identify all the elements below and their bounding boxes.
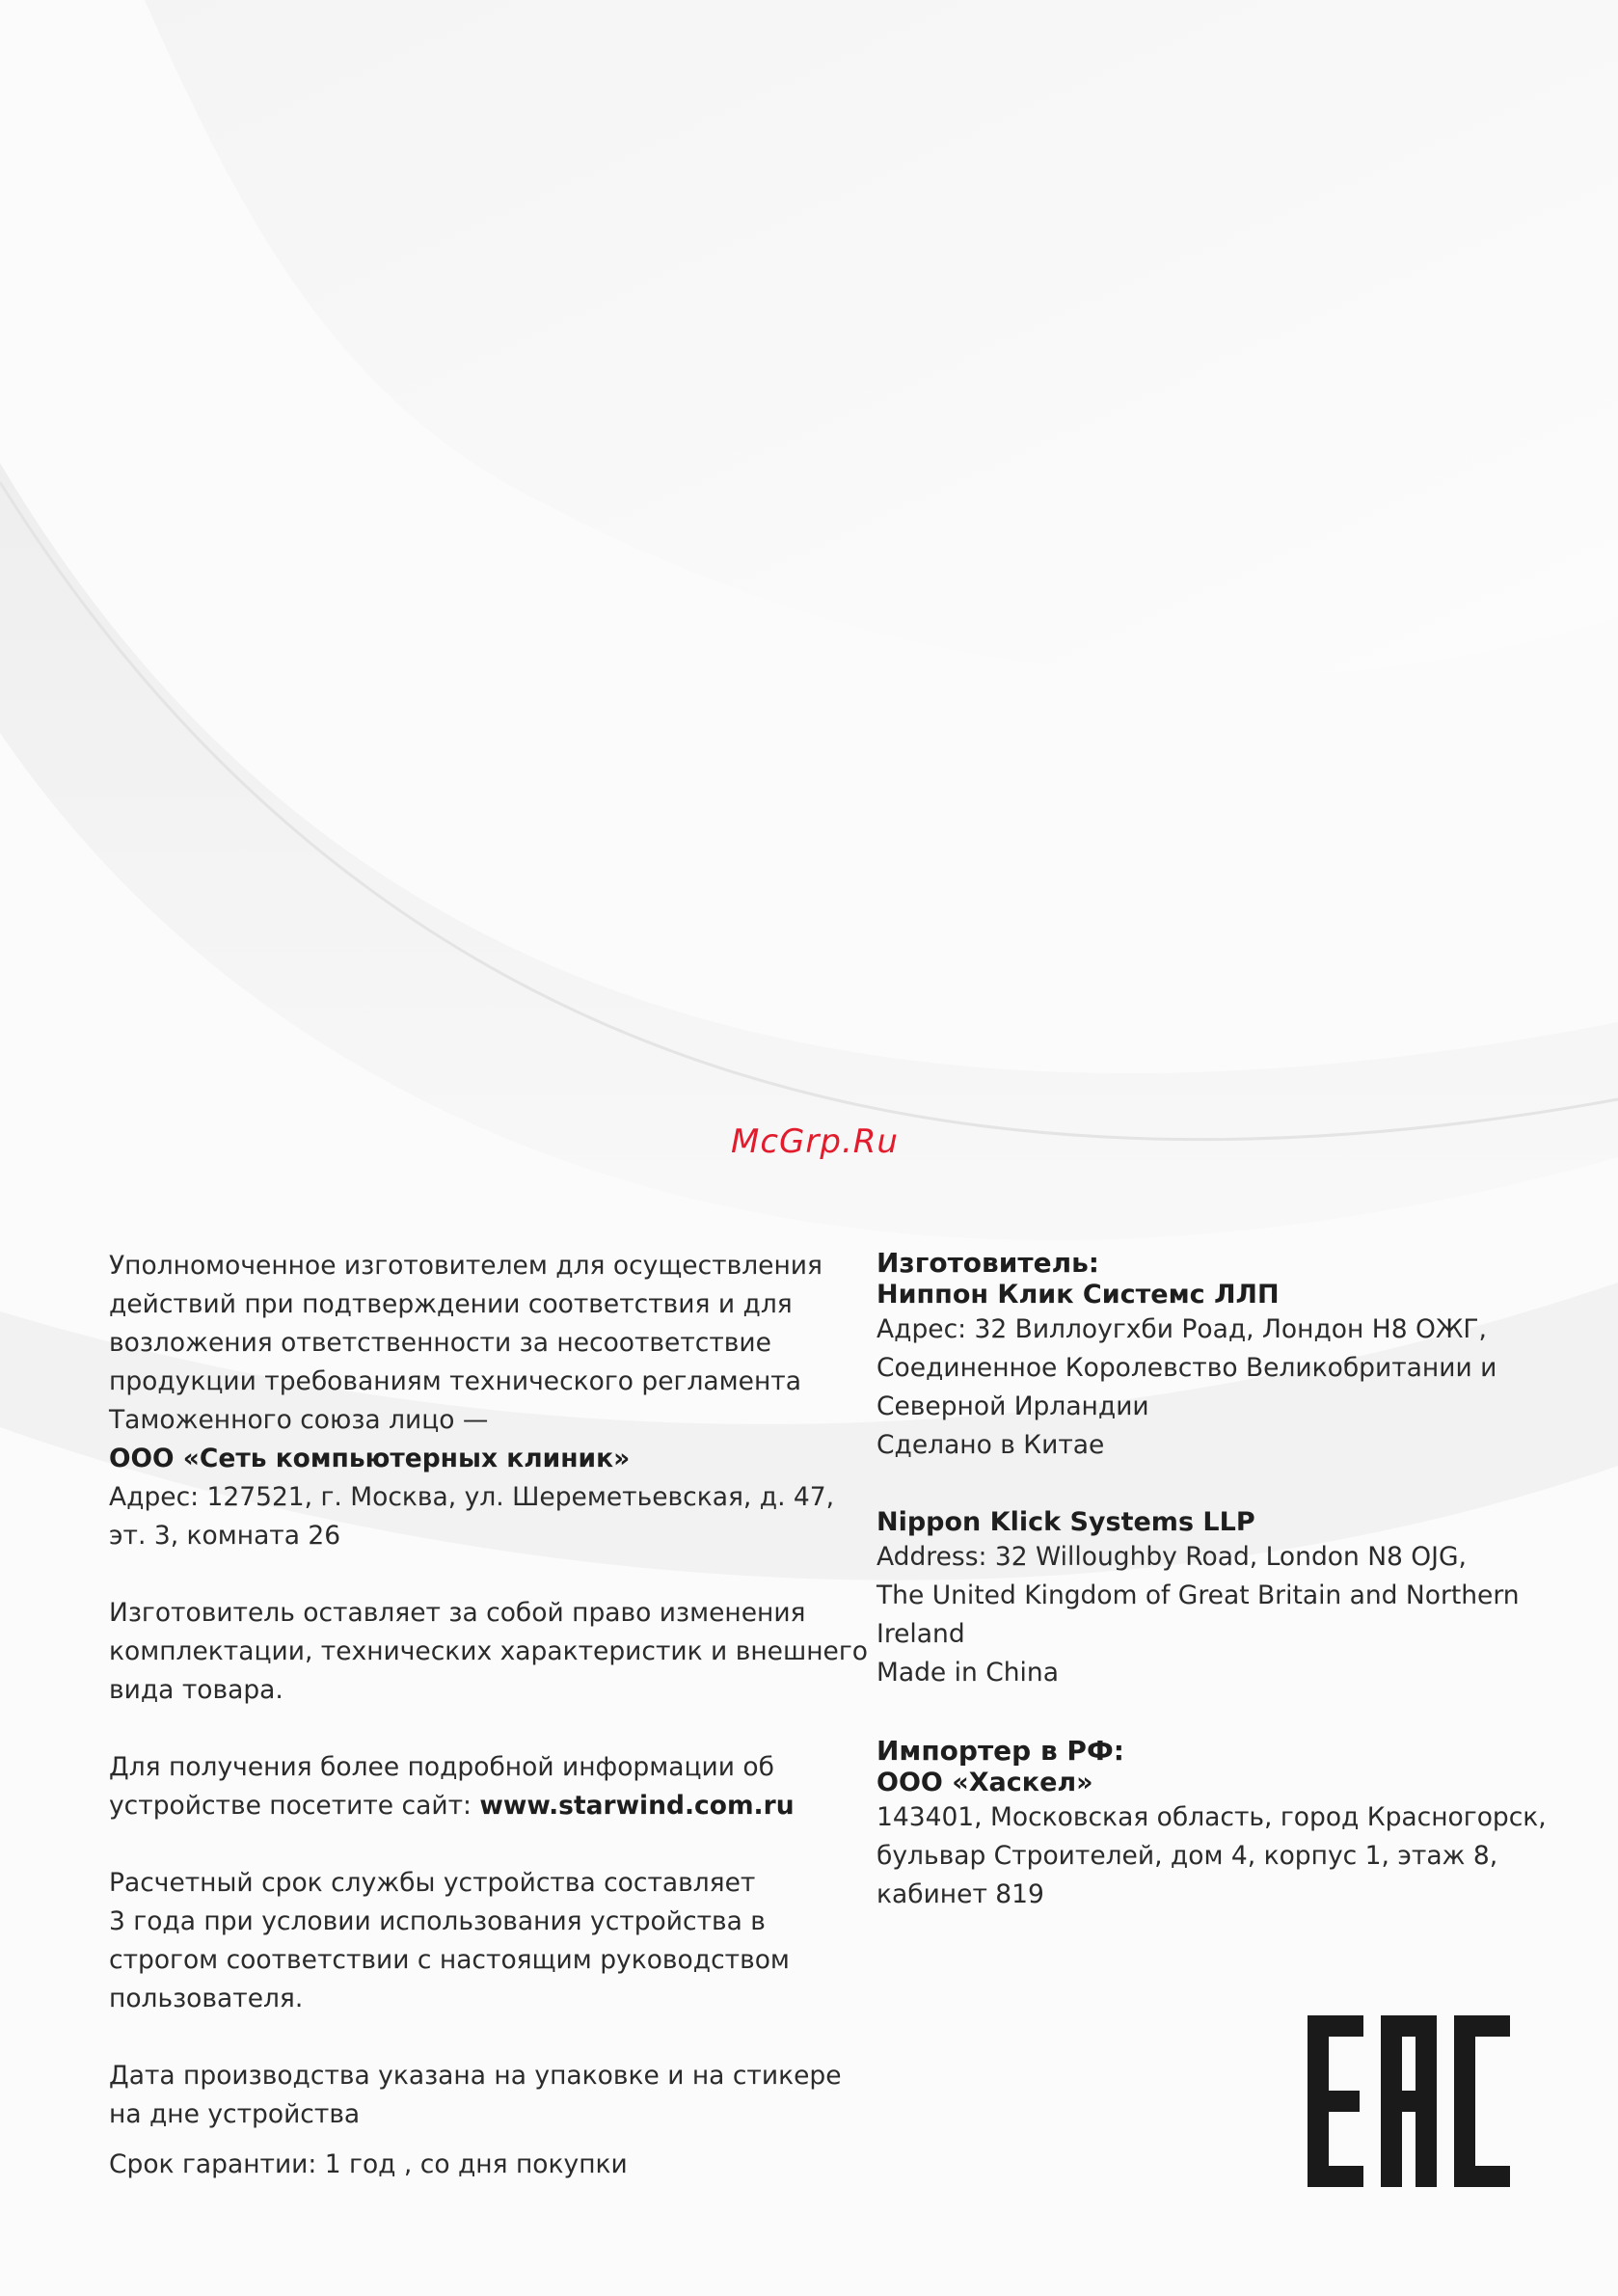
- manufacturer-ru-line: Соединенное Королевство Великобритании и: [876, 1353, 1497, 1383]
- authorized-line: возложения ответственности за несоответствие: [109, 1328, 771, 1358]
- service-life-line: строгом соответствии с настоящим руководством: [109, 1945, 790, 1975]
- left-column: [109, 1247, 868, 2184]
- eac-letter-e: [1308, 2015, 1363, 2187]
- authorized-line: продукции требованиям технического регламента: [109, 1366, 801, 1396]
- authorized-address-line: эт. 3, комната 26: [109, 1521, 341, 1551]
- rights-line: Изготовитель оставляет за собой право изменения: [109, 1598, 806, 1628]
- watermark-text: McGrp.Ru: [731, 1122, 899, 1161]
- right-column: [876, 1247, 1571, 1914]
- manufacturer-en-name: Nippon Klick Systems LLP: [876, 1507, 1255, 1537]
- importer-address-line: бульвар Строителей, дом 4, корпус 1, этаж 8,: [876, 1841, 1498, 1871]
- manufacturer-ru-name: Ниппон Клик Системс ЛЛП: [876, 1280, 1280, 1310]
- importer-address-line: 143401, Московская область, город Красногорск,: [876, 1802, 1547, 1832]
- authorized-line: действий при подтверждении соответствия и для: [109, 1289, 793, 1319]
- warranty-line: Срок гарантии: 1 год , со дня покупки: [109, 2149, 628, 2179]
- service-life-line: пользователя.: [109, 1984, 304, 2013]
- rights-line: комплектации, технических характеристик и внешнего: [109, 1636, 868, 1666]
- production-date-line: Дата производства указана на упаковке и на стикере: [109, 2061, 842, 2091]
- info-line-prefix: устройстве посетите сайт:: [109, 1791, 480, 1821]
- authorized-company-name: ООО «Сеть компьютерных клиник»: [109, 1444, 631, 1473]
- authorized-line: Таможенного союза лицо —: [109, 1405, 489, 1435]
- eac-mark-logo: [1308, 2015, 1510, 2187]
- eac-letter-a: [1381, 2015, 1437, 2187]
- manufacturer-en-line: Ireland: [876, 1619, 965, 1649]
- website-link[interactable]: www.starwind.com.ru: [479, 1791, 795, 1821]
- importer-address-line: кабинет 819: [876, 1879, 1044, 1909]
- authorized-line: Уполномоченное изготовителем для осуществления: [109, 1251, 822, 1281]
- service-life-line: Расчетный срок службы устройства составляет: [109, 1868, 756, 1898]
- service-life-line: 3 года при условии использования устройства в: [109, 1906, 766, 1936]
- importer-heading: Импортер в РФ:: [876, 1735, 1124, 1767]
- manufacturer-ru-line: Сделано в Китае: [876, 1430, 1105, 1460]
- info-line: [109, 1787, 803, 1825]
- authorized-address-line: Адрес: 127521, г. Москва, ул. Шереметьевская, д. 47,: [109, 1482, 835, 1512]
- manufacturer-heading: Изготовитель:: [876, 1247, 1099, 1279]
- rights-line: вида товара.: [109, 1675, 283, 1705]
- importer-name: ООО «Хаскел»: [876, 1768, 1093, 1797]
- eac-letter-c: [1454, 2015, 1510, 2187]
- production-date-line: на дне устройства: [109, 2099, 361, 2129]
- manufacturer-en-line: Made in China: [876, 1658, 1059, 1688]
- manufacturer-en-line: Address: 32 Willoughby Road, London N8 OJG,: [876, 1542, 1467, 1572]
- manufacturer-ru-line: Адрес: 32 Виллоугхби Роад, Лондон Н8 ОЖГ,: [876, 1314, 1487, 1344]
- info-line: Для получения более подробной информации об: [109, 1752, 774, 1782]
- manufacturer-ru-line: Северной Ирландии: [876, 1391, 1149, 1421]
- manufacturer-en-line: The United Kingdom of Great Britain and Northern: [876, 1580, 1520, 1610]
